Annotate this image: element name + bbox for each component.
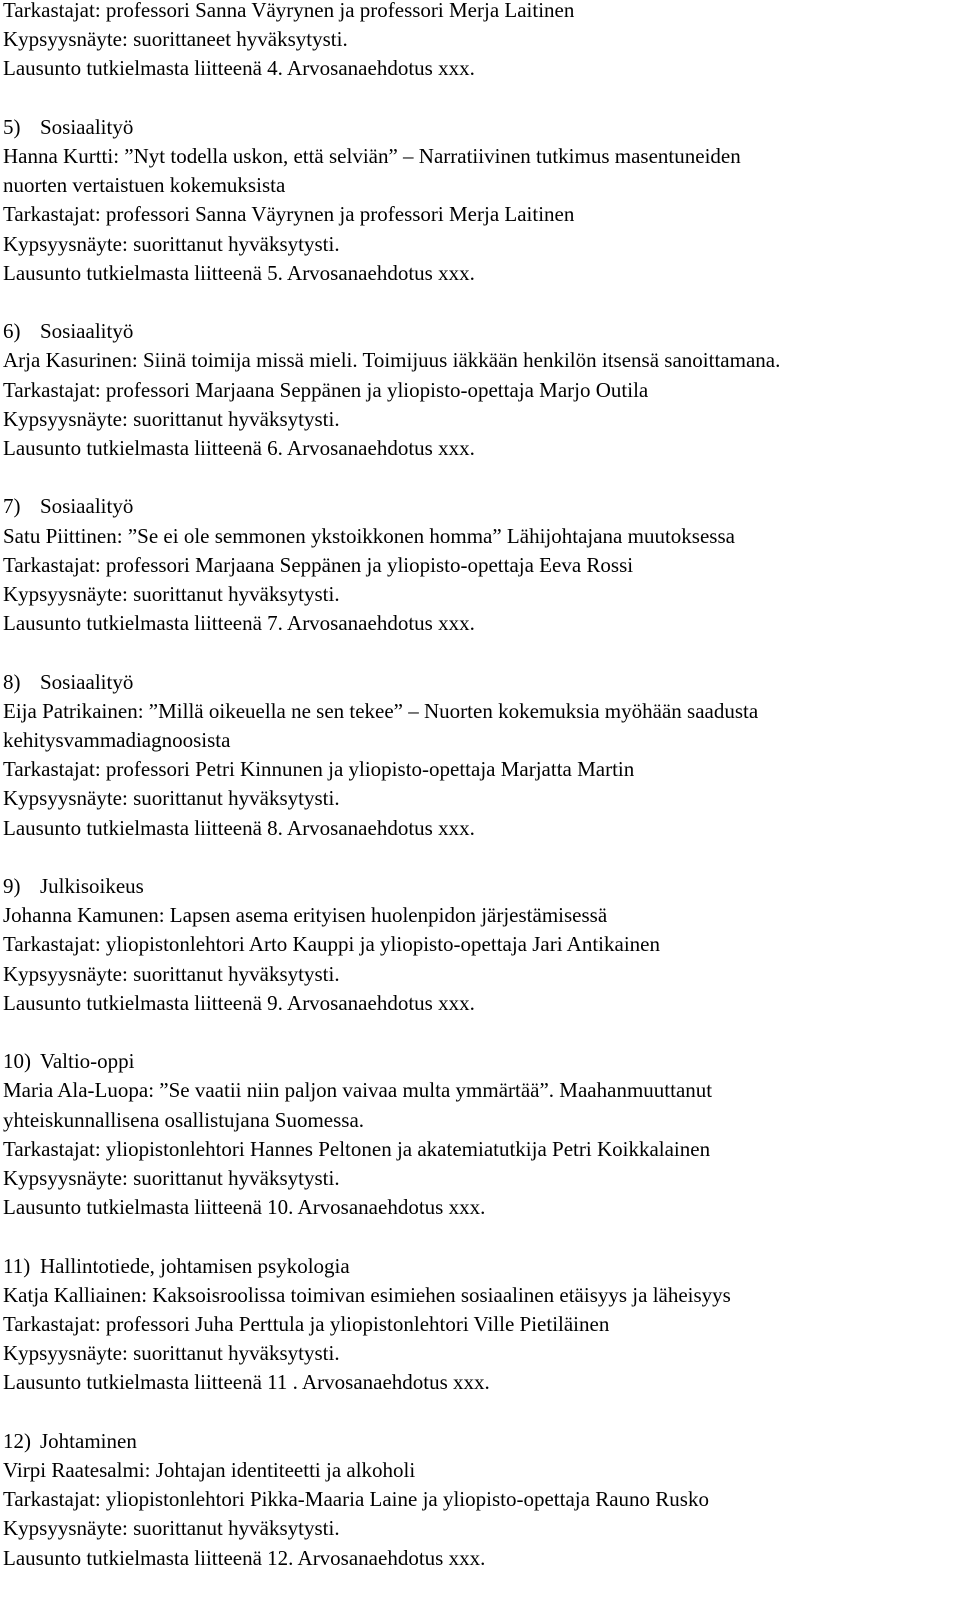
entry-line: Kypsyysnäyte: suorittanut hyväksytysti. (3, 1341, 340, 1366)
entry-subject: Sosiaalityö (40, 114, 134, 139)
intro-line: Lausunto tutkielmasta liitteenä 4. Arvosanaehdotus xxx. (3, 56, 475, 81)
entry-line: Lausunto tutkielmasta liitteenä 12. Arvosanaehdotus xxx. (3, 1545, 486, 1570)
entry-line: kehitysvammadiagnoosista (3, 728, 231, 753)
entry-number: 7) (3, 494, 21, 519)
entry-subject: Sosiaalityö (40, 669, 134, 694)
entry-heading (3, 1252, 960, 1281)
thesis-entry (3, 1252, 960, 1398)
entry-subject: Valtio-oppi (40, 1049, 135, 1074)
entry-heading (3, 668, 960, 697)
entry-subject: Sosiaalityö (40, 319, 134, 344)
thesis-entry (3, 872, 960, 1018)
entry-line: Eija Patrikainen: ”Millä oikeuella ne sen tekee” – Nuorten kokemuksia myöhään saadusta (3, 698, 759, 723)
entry-line: Katja Kalliainen: Kaksoisroolissa toimivan esimiehen sosiaalinen etäisyys ja läheisyys (3, 1282, 731, 1307)
entry-line: Lausunto tutkielmasta liitteenä 7. Arvosanaehdotus xxx. (3, 611, 475, 636)
entry-line: Lausunto tutkielmasta liitteenä 8. Arvosanaehdotus xxx. (3, 815, 475, 840)
intro-block (3, 0, 960, 84)
entry-heading (3, 1427, 960, 1456)
entry-line: Kypsyysnäyte: suorittanut hyväksytysti. (3, 1516, 340, 1541)
entry-number: 10) (3, 1049, 31, 1074)
entry-line: Tarkastajat: professori Petri Kinnunen ja yliopisto-opettaja Marjatta Martin (3, 757, 635, 782)
entry-line: yhteiskunnallisena osallistujana Suomessa. (3, 1107, 365, 1132)
entry-line: Lausunto tutkielmasta liitteenä 6. Arvosanaehdotus xxx. (3, 436, 475, 461)
entry-line: Maria Ala-Luopa: ”Se vaatii niin paljon vaivaa multa ymmärtää”. Maahanmuuttanut (3, 1078, 713, 1103)
entry-line: Virpi Raatesalmi: Johtajan identiteetti ja alkoholi (3, 1458, 416, 1483)
entry-line: Tarkastajat: professori Sanna Väyrynen ja professori Merja Laitinen (3, 202, 575, 227)
entry-line: nuorten vertaistuen kokemuksista (3, 173, 286, 198)
entry-number: 6) (3, 319, 21, 344)
thesis-entry (3, 113, 960, 288)
entry-line: Tarkastajat: professori Juha Perttula ja yliopistonlehtori Ville Pietiläinen (3, 1312, 610, 1337)
thesis-entry (3, 492, 960, 638)
entry-line: Tarkastajat: professori Marjaana Seppänen ja yliopisto-opettaja Eeva Rossi (3, 552, 634, 577)
entry-subject: Sosiaalityö (40, 494, 134, 519)
entry-number: 8) (3, 669, 21, 694)
entry-line: Tarkastajat: professori Marjaana Seppänen ja yliopisto-opettaja Marjo Outila (3, 377, 649, 402)
entry-subject: Julkisoikeus (40, 874, 144, 899)
entry-line: Tarkastajat: yliopistonlehtori Hannes Peltonen ja akatemiatutkija Petri Koikkalainen (3, 1136, 711, 1161)
entry-number: 11) (3, 1253, 31, 1278)
entry-heading (3, 872, 960, 901)
entry-heading (3, 1047, 960, 1076)
thesis-entry (3, 317, 960, 463)
entry-subject: Johtaminen (40, 1428, 137, 1453)
entry-line: Lausunto tutkielmasta liitteenä 5. Arvosanaehdotus xxx. (3, 260, 475, 285)
entry-line: Lausunto tutkielmasta liitteenä 11 . Arvosanaehdotus xxx. (3, 1370, 490, 1395)
intro-line: Tarkastajat: professori Sanna Väyrynen ja professori Merja Laitinen (3, 0, 575, 22)
entry-line: Lausunto tutkielmasta liitteenä 10. Arvosanaehdotus xxx. (3, 1195, 486, 1220)
entry-number: 5) (3, 114, 21, 139)
entry-line: Arja Kasurinen: Siinä toimija missä mieli. Toimijuus iäkkään henkilön itsensä sanoittamana. (3, 348, 781, 373)
entry-line: Lausunto tutkielmasta liitteenä 9. Arvosanaehdotus xxx. (3, 990, 475, 1015)
entry-heading (3, 492, 960, 521)
entry-number: 12) (3, 1428, 31, 1453)
entry-line: Johanna Kamunen: Lapsen asema erityisen huolenpidon järjestämisessä (3, 903, 608, 928)
entry-line: Kypsyysnäyte: suorittanut hyväksytysti. (3, 231, 340, 256)
entry-line: Kypsyysnäyte: suorittanut hyväksytysti. (3, 786, 340, 811)
thesis-entry (3, 668, 960, 843)
entry-number: 9) (3, 874, 21, 899)
entry-line: Satu Piittinen: ”Se ei ole semmonen ykstoikkonen homma” Lähijohtajana muutoksessa (3, 523, 735, 548)
intro-line: Kypsyysnäyte: suorittaneet hyväksytysti. (3, 27, 348, 52)
entry-line: Kypsyysnäyte: suorittanut hyväksytysti. (3, 406, 340, 431)
thesis-entry (3, 1047, 960, 1222)
entry-line: Kypsyysnäyte: suorittanut hyväksytysti. (3, 1166, 340, 1191)
entry-heading (3, 317, 960, 346)
entry-line: Kypsyysnäyte: suorittanut hyväksytysti. (3, 582, 340, 607)
thesis-list (3, 113, 960, 1573)
entry-heading (3, 113, 960, 142)
entry-line: Tarkastajat: yliopistonlehtori Arto Kauppi ja yliopisto-opettaja Jari Antikainen (3, 932, 660, 957)
entry-line: Hanna Kurtti: ”Nyt todella uskon, että selviän” – Narratiivinen tutkimus masentuneiden (3, 144, 741, 168)
entry-line: Kypsyysnäyte: suorittanut hyväksytysti. (3, 961, 340, 986)
thesis-entry (3, 1427, 960, 1573)
entry-line: Tarkastajat: yliopistonlehtori Pikka-Maaria Laine ja yliopisto-opettaja Rauno Rusko (3, 1487, 709, 1512)
entry-subject: Hallintotiede, johtamisen psykologia (40, 1253, 350, 1278)
